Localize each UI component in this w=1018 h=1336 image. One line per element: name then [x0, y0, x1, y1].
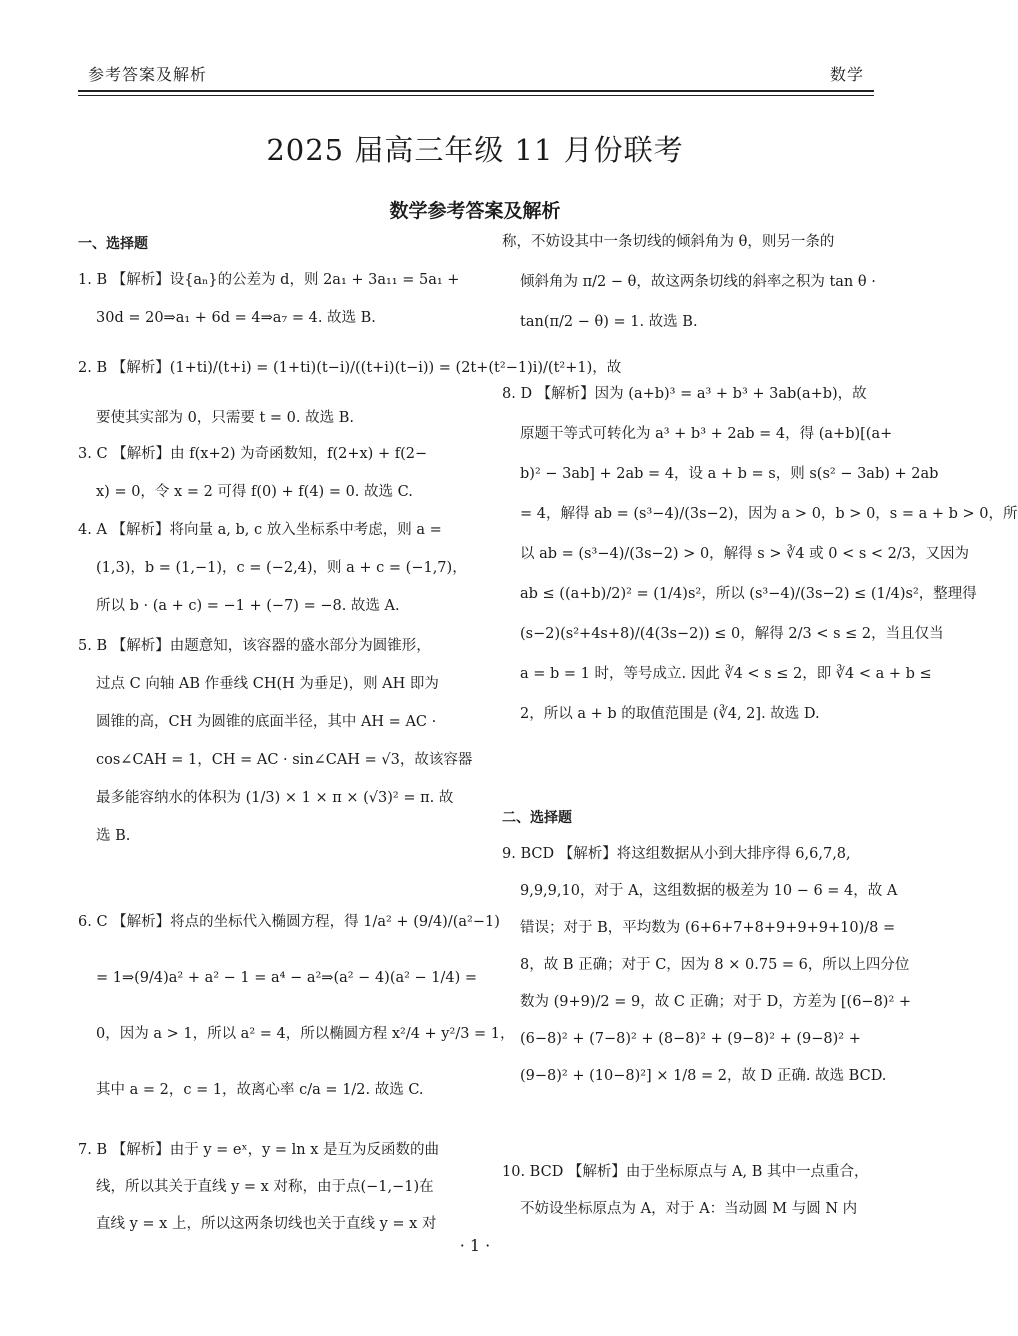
answer-line: 最多能容纳水的体积为 (1/3) × 1 × π × (√3)² = π. 故: [96, 790, 454, 806]
answer-line: 6. C 【解析】将点的坐标代入椭圆方程，得 1/a² + (9/4)/(a²−1): [78, 914, 500, 930]
answer-line: 以 ab = (s³−4)/(3s−2) > 0，解得 s > ∛4 或 0 < s < 2/3，又因为: [520, 546, 970, 562]
answer-line: 选 B.: [96, 828, 131, 844]
answer-line: cos∠CAH = 1，CH = AC · sin∠CAH = √3，故该容器: [96, 752, 473, 768]
answer-line: b)² − 3ab] + 2ab = 4，设 a + b = s，则 s(s² − 3ab) + 2ab: [520, 466, 939, 482]
section-heading: 二、选择题: [502, 810, 572, 826]
answer-line: 0，因为 a > 1，所以 a² = 4，所以椭圆方程 x²/4 + y²/3 = 1，: [96, 1026, 515, 1042]
answer-line: 2. B 【解析】(1+ti)/(t+i) = (1+ti)(t−i)/((t+i)(t−i)) = (2t+(t²−1)i)/(t²+1)，故: [78, 360, 622, 376]
answer-line: 过点 C 向轴 AB 作垂线 CH(H 为垂足)，则 AH 即为: [96, 676, 439, 692]
header-rule: [78, 90, 874, 92]
answer-line: 圆锥的高，CH 为圆锥的底面半径，其中 AH = AC ·: [96, 714, 437, 730]
answer-line: 10. BCD 【解析】由于坐标原点与 A, B 其中一点重合，: [502, 1164, 869, 1180]
answer-line: 5. B 【解析】由题意知，该容器的盛水部分为圆锥形，: [78, 638, 431, 654]
answer-line: = 4，解得 ab = (s³−4)/(3s−2)，因为 a > 0，b > 0，s = a + b > 0，所: [520, 506, 1018, 522]
answer-line: 3. C 【解析】由 f(x+2) 为奇函数知，f(2+x) + f(2−: [78, 446, 428, 462]
answer-line: 9,9,9,10，对于 A，这组数据的极差为 10 − 6 = 4，故 A: [520, 883, 898, 899]
answer-line: 2，所以 a + b 的取值范围是 (∛4, 2]. 故选 D.: [520, 706, 820, 722]
answer-line: 其中 a = 2，c = 1，故离心率 c/a = 1/2. 故选 C.: [96, 1082, 424, 1098]
answer-line: 8，故 B 正确；对于 C，因为 8 × 0.75 = 6，所以上四分位: [520, 957, 910, 973]
answer-line: 9. BCD 【解析】将这组数据从小到大排序得 6,6,7,8,: [502, 846, 851, 862]
answer-line: 错误；对于 B，平均数为 (6+6+7+8+9+9+9+10)/8 =: [520, 920, 896, 936]
header-left: 参考答案及解析: [88, 65, 208, 84]
answer-line: 30d = 20⇒a₁ + 6d = 4⇒a₇ = 4. 故选 B.: [96, 310, 376, 326]
answer-line: tan(π/2 − θ) = 1. 故选 B.: [520, 314, 698, 330]
answer-line: (1,3)，b = (1,−1)，c = (−2,4)，则 a + c = (−1,7)，: [96, 560, 467, 576]
section-heading: 一、选择题: [78, 236, 148, 252]
answer-line: 直线 y = x 上，所以这两条切线也关于直线 y = x 对: [96, 1216, 437, 1232]
answer-line: 线，所以其关于直线 y = x 对称，由于点(−1,−1)在: [96, 1179, 434, 1195]
answer-line: a = b = 1 时，等号成立. 因此 ∛4 < s ≤ 2，即 ∛4 < a + b ≤: [520, 666, 932, 682]
answer-line: 4. A 【解析】将向量 a, b, c 放入坐标系中考虑，则 a =: [78, 522, 442, 538]
answer-line: 8. D 【解析】因为 (a+b)³ = a³ + b³ + 3ab(a+b)，故: [502, 386, 867, 402]
answer-line: 1. B 【解析】设{aₙ}的公差为 d，则 2a₁ + 3a₁₁ = 5a₁ +: [78, 272, 460, 288]
answer-line: 要使其实部为 0，只需要 t = 0. 故选 B.: [96, 410, 354, 426]
header-right: 数学: [829, 65, 864, 84]
page-number: · 1 ·: [459, 1236, 491, 1255]
header-rule-thin: [78, 95, 874, 96]
answer-line: 称，不妨设其中一条切线的倾斜角为 θ，则另一条的: [502, 234, 835, 250]
answer-line: ab ≤ ((a+b)/2)² = (1/4)s²，所以 (s³−4)/(3s−2) ≤ (1/4)s²，整理得: [520, 586, 977, 602]
answer-line: 7. B 【解析】由于 y = eˣ，y = ln x 是互为反函数的曲: [78, 1142, 440, 1158]
answer-line: x) = 0，令 x = 2 可得 f(0) + f(4) = 0. 故选 C.: [96, 484, 413, 500]
document-title: 2025 届高三年级 11 月份联考: [266, 133, 684, 167]
answer-line: 数为 (9+9)/2 = 9，故 C 正确；对于 D，方差为 [(6−8)² +: [520, 994, 912, 1010]
answer-line: (9−8)² + (10−8)²] × 1/8 = 2，故 D 正确. 故选 BCD.: [520, 1068, 887, 1084]
document-subtitle: 数学参考答案及解析: [389, 200, 561, 222]
answer-line: 倾斜角为 π/2 − θ，故这两条切线的斜率之积为 tan θ ·: [520, 274, 876, 290]
answer-line: 所以 b · (a + c) = −1 + (−7) = −8. 故选 A.: [96, 598, 400, 614]
answer-line: 不妨设坐标原点为 A，对于 A：当动圆 M 与圆 N 内: [520, 1201, 858, 1217]
answer-line: (s−2)(s²+4s+8)/(4(3s−2)) ≤ 0，解得 2/3 < s ≤ 2，当且仅当: [520, 626, 944, 642]
answer-line: 原题干等式可转化为 a³ + b³ + 2ab = 4，得 (a+b)[(a+: [520, 426, 893, 442]
answer-line: = 1⇒(9/4)a² + a² − 1 = a⁴ − a²⇒(a² − 4)(a² − 1/4) =: [96, 970, 478, 986]
answer-line: (6−8)² + (7−8)² + (8−8)² + (9−8)² + (9−8)² +: [520, 1031, 861, 1047]
